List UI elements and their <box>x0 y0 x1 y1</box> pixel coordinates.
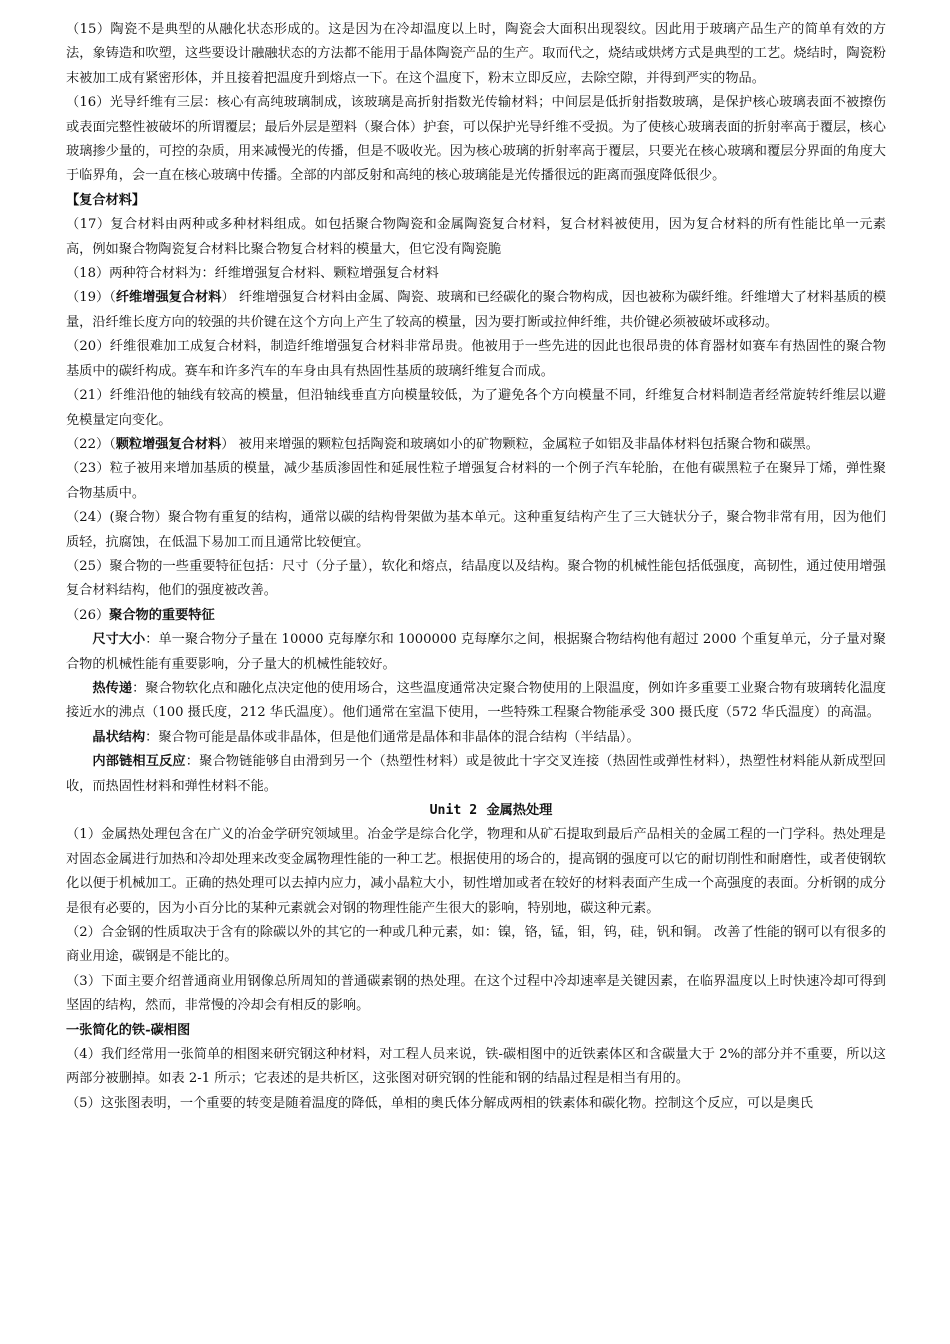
section-heading-composite: 【复合材料】 <box>66 192 146 208</box>
section-heading-fe-c-diagram: 一张简化的铁-碳相图 <box>66 1022 191 1038</box>
paragraph-15: （15）陶瓷不是典型的从融化状态形成的。这是因为在冷却温度以上时，陶瓷会大面积出现裂纹。因此用于玻璃产品生产的简单有效的方法，象铸造和吹塑，这些要设计融融状态的方法都不能用于晶体陶瓷产品的生产。取而代之，烧结或烘烤方式是典型的工艺。烧结时，陶瓷粉末被加工成有紧密形体，并且接着把温度升到熔点一下。在这个温度下，粉末立即反应，去除空隙，并得到严实的物品。 <box>66 22 886 86</box>
unit-number: Unit 2 <box>429 803 478 818</box>
paragraph-20: （20）纤维很难加工成复合材料，制造纤维增强复合材料非常昂贵。他被用于一些先进的因此也很昂贵的体育器材如赛车有热固性的聚合物基质中的碳纤构成。赛车和许多汽车的车身由具有热固性基质的玻璃纤维复合而成。 <box>66 339 886 379</box>
feature-size <box>66 628 886 677</box>
paragraph-19-prefix: （19）（ <box>66 290 116 306</box>
feature-heat <box>66 677 886 726</box>
paragraph-26-prefix: （26） <box>66 607 110 623</box>
feature-crystal <box>66 726 886 750</box>
feature-chain-label: 内部链相互反应 <box>92 754 186 770</box>
paragraph-16: （16）光导纤维有三层：核心有高纯玻璃制成，该玻璃是高折射指数光传输材料；中间层是低折射指数玻璃，是保护核心玻璃表面不被擦伤或表面完整性被破坏的所谓覆层；最后外层是塑料（聚合体）护套，可以保护光导纤维不受损。为了使核心玻璃表面的折射率高于覆层，核心玻璃掺少量的，可控的杂质，用来减慢光的传播，但是不吸收光。因为核心玻璃的折射率高于覆层，只要光在核心玻璃和覆层分界面的角度大于临界角，会一直在核心玻璃中传播。全部的内部反射和高纯的核心玻璃能是光传播很远的距离而强度降低很少。 <box>66 95 886 184</box>
paragraph-26-heading: 聚合物的重要特征 <box>109 607 215 623</box>
paragraph-24: （24）(聚合物）聚合物有重复的结构，通常以碳的结构骨架做为基本单元。这种重复结构产生了三大链状分子，聚合物非常有用，因为他们质轻，抗腐蚀，在低温下易加工而且通常比较便宜。 <box>66 510 886 550</box>
paragraph-25: （25）聚合物的一些重要特征包括：尺寸（分子量），软化和熔点，结晶度以及结构。聚合物的机械性能包括低强度，高韧性，通过使用增强复合材料结构，他们的强度被改善。 <box>66 558 886 599</box>
unit2-paragraph-4: （4）我们经常用一张简单的相图来研究钢这种材料，对工程人员来说，铁-碳相图中的近铁素体区和含碳量大于 2%的部分并不重要，所以这两部分被删掉。如表 2-1 所示；它表述的是共析区，这张图对研究钢的性能和钢的结晶过程是相当有用的。 <box>66 1047 886 1087</box>
paragraph-23: （23）粒子被用来增加基质的模量，减少基质渗固性和延展性粒子增强复合材料的一个例子汽车轮胎，在他有碳黑粒子在聚异丁烯，弹性聚合物基质中。 <box>66 461 886 501</box>
unit2-paragraph-5: （5）这张图表明，一个重要的转变是随着温度的降低，单相的奥氏体分解成两相的铁素体和碳化物。控制这个反应，可以是奥氏 <box>66 1095 813 1111</box>
feature-crystal-text: ：聚合物可能是晶体或非晶体，但是他们通常是晶体和非晶体的混合结构（半结晶）。 <box>145 729 640 745</box>
unit-name: 金属热处理 <box>486 803 553 818</box>
paragraph-22-prefix: （22）（ <box>66 436 116 452</box>
feature-heat-label: 热传递 <box>92 680 133 696</box>
unit2-paragraph-2: （2）合金钢的性质取决于含有的除碳以外的其它的一种或几种元素，如：镍，铬，锰，钼，钨，硅，钒和铜。 改善了性能的钢可以有很多的商业用途，碳钢是不能比的。 <box>66 925 886 965</box>
paragraph-22-term: 颗粒增强复合材料 <box>115 436 222 452</box>
feature-chain <box>66 750 886 799</box>
paragraph-21: （21）纤维沿他的轴线有较高的模量，但沿轴线垂直方向模量较低，为了避免各个方向模量不同，纤维复合材料制造者经常旋转纤维层以避免模量定向变化。 <box>66 388 886 428</box>
feature-chain-text: ：聚合物链能够自由滑到另一个（热塑性材料）或是彼此十字交叉连接（热固性或弹性材料），热塑性材料能从新成型回收，而热固性材料和弹性材料不能。 <box>66 754 886 794</box>
unit-title <box>66 799 886 823</box>
feature-size-label: 尺寸大小 <box>92 632 146 648</box>
unit2-paragraph-1: （1）金属热处理包含在广义的冶金学研究领域里。冶金学是综合化学，物理和从矿石提取到最后产品相关的金属工程的一门学科。热处理是对固态金属进行加热和冷却处理来改变金属物理性能的一种工艺。根据使用的场合的，提高钢的强度可以它的耐切削性和耐磨性，或者使钢软化以便于机械加工。正确的热处理可以去掉内应力，减小晶粒大小，韧性增加或者在较好的材料表面产生成一个高强度的表面。分析钢的成分是很有必要的，因为小百分比的某种元素就会对钢的物理性能产生很大的影响，特别地，碳这种元素。 <box>66 827 886 916</box>
paragraph-22 <box>66 433 886 457</box>
paragraph-19-text: ） 纤维增强复合材料由金属、陶瓷、玻璃和已经碳化的聚合物构成，因也被称为碳纤维。纤维增大了材料基质的模量，沿纤维长度方向的较强的共价键在这个方向上产生了较高的模量，因为要打断或拉伸纤维，共价键必须被破坏或移动。 <box>66 290 887 330</box>
feature-heat-text: ：聚合物软化点和融化点决定他的使用场合，这些温度通常决定聚合物使用的上限温度，例如许多重要工业聚合物有玻璃转化温度接近水的沸点（100 摄氏度，212 华氏温度）。他们通常在室温下使用，一些特殊工程聚合物能承受 300 摄氏度（572 华氏温度）的高温。 <box>66 680 886 721</box>
paragraph-22-text: ） 被用来增强的颗粒包括陶瓷和玻璃如小的矿物颗粒，金属粒子如铝及非晶体材料包括聚合物和碳黑。 <box>221 436 819 452</box>
paragraph-17: （17）复合材料由两种或多种材料组成。如包括聚合物陶瓷和金属陶瓷复合材料，复合材料被使用，因为复合材料的所有性能比单一元素高，例如聚合物陶瓷复合材料比聚合物复合材料的模量大，但它没有陶瓷脆 <box>66 217 886 257</box>
paragraph-19 <box>66 286 886 335</box>
paragraph-18: （18）两种符合材料为：纤维增强复合材料、颗粒增强复合材料 <box>66 266 439 282</box>
feature-size-text: ：单一聚合物分子量在 10000 克每摩尔和 1000000 克每摩尔之间，根据聚合物结构他有超过 2000 个重复单元，分子量对聚合物的机械性能有重要影响，分子量大的机械性能较好。 <box>66 632 886 672</box>
paragraph-26 <box>66 604 886 628</box>
paragraph-19-term: 纤维增强复合材料 <box>115 290 222 306</box>
unit2-paragraph-3: （3）下面主要介绍普通商业用钢像总所周知的普通碳素钢的热处理。在这个过程中冷却速率是关键因素，在临界温度以上时快速冷却可得到坚固的结构，然而，非常慢的冷却会有相反的影响。 <box>66 973 886 1014</box>
feature-crystal-label: 晶状结构 <box>92 729 146 745</box>
